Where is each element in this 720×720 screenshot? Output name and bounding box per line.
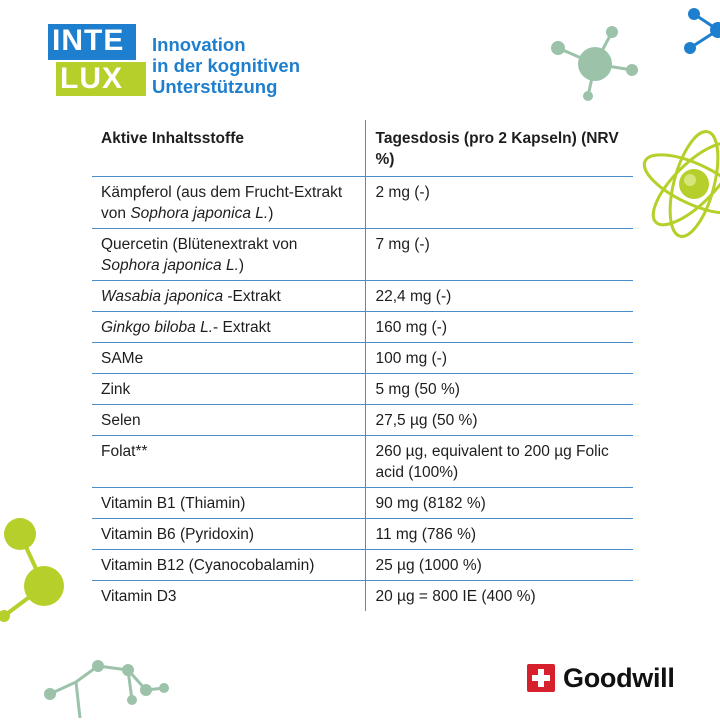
logo-line-1: INTE [48, 24, 136, 60]
molecule-left-icon [0, 512, 80, 622]
ingredient-latin-name: Ginkgo biloba L. [101, 319, 214, 336]
dose-cell: 27,5 µg (50 %) [365, 405, 633, 436]
ingredient-cell [92, 374, 365, 405]
intelux-logo [48, 24, 144, 98]
ingredient-suffix: ) [238, 257, 245, 274]
dose-column-header: Tagesdosis (pro 2 Kapseln) (NRV %) [365, 120, 633, 177]
table-row [92, 550, 633, 581]
ingredient-cell [92, 488, 365, 519]
table-row [92, 312, 633, 343]
table-row [92, 436, 633, 488]
tagline-line-3: Unterstützung [152, 76, 278, 97]
ingredient-cell [92, 343, 365, 374]
ingredient-cell [92, 281, 365, 312]
dose-cell: 5 mg (50 %) [365, 374, 633, 405]
ingredient-latin-name: Sophora japonica L. [101, 257, 239, 274]
molecule-top-center-icon [540, 24, 650, 104]
ingredient-latin-name: Wasabia japonica [101, 288, 224, 305]
ingredient-cell [92, 229, 365, 281]
ingredient-cell [92, 581, 365, 612]
dose-cell: 260 µg, equivalent to 200 µg Folic acid (100%) [365, 436, 633, 488]
dose-cell: 20 µg = 800 IE (400 %) [375, 588, 536, 605]
dose-cell: 160 mg (-) [365, 312, 633, 343]
tagline [152, 34, 300, 97]
table-row [92, 281, 633, 312]
ingredient-cell [92, 312, 365, 343]
ingredient-text: Vitamin B1 (Thiamin) [101, 495, 246, 512]
dose-cell: 11 mg (786 %) [365, 519, 633, 550]
ingredient-text: Quercetin (Blütenextrakt von [101, 236, 298, 253]
ingredients-table [92, 120, 633, 611]
ingredient-cell [92, 405, 365, 436]
tagline-line-1: Innovation [152, 34, 246, 55]
table-row [92, 488, 633, 519]
table-row [92, 405, 633, 436]
ingredient-text: Vitamin B6 (Pyridoxin) [101, 526, 255, 543]
ingredient-text: Zink [101, 381, 131, 398]
goodwill-logo [527, 662, 697, 694]
ingredients-column-header: Aktive Inhaltsstoffe [92, 120, 365, 177]
ingredient-text: Kämpferol (aus dem Frucht-Extrakt von [101, 184, 343, 222]
ingredient-suffix: ) [268, 205, 274, 222]
dose-cell: 25 µg (1000 %) [365, 550, 633, 581]
logo-line-2: LUX [56, 62, 146, 96]
hexagon-molecule-bottom-icon [36, 660, 176, 720]
ingredient-suffix: -Extrakt [223, 288, 281, 305]
ingredient-cell [92, 436, 365, 488]
atom-right-icon [632, 126, 720, 246]
molecule-top-right-icon [678, 0, 720, 60]
dose-cell: 90 mg (8182 %) [365, 488, 633, 519]
ingredient-cell [92, 519, 365, 550]
table-row [92, 229, 633, 281]
ingredient-cell [92, 550, 365, 581]
dose-cell: 2 mg (-) [365, 177, 633, 229]
dose-cell: 100 mg (-) [365, 343, 633, 374]
dose-cell: 22,4 mg (-) [365, 281, 633, 312]
dose-cell: 7 mg (-) [365, 229, 633, 281]
ingredient-text: SAMe [101, 350, 144, 367]
ingredient-text: Selen [101, 412, 141, 429]
goodwill-cross-icon [527, 664, 555, 692]
ingredient-cell [92, 177, 365, 229]
ingredient-suffix: - Extrakt [213, 319, 271, 336]
ingredient-text: Vitamin B12 (Cyanocobalamin) [101, 557, 315, 574]
table-row [92, 343, 633, 374]
table-row [92, 177, 633, 229]
ingredient-text: Folat** [101, 443, 148, 460]
ingredient-text: Vitamin D3 [101, 588, 177, 605]
table-row [92, 374, 633, 405]
tagline-line-2: in der kognitiven [152, 55, 301, 76]
brand-name: Goodwill [563, 663, 675, 693]
table-header-row [92, 120, 633, 177]
table-row [92, 581, 633, 612]
table-row [92, 519, 633, 550]
ingredient-latin-name: Sophora japonica L. [130, 205, 269, 222]
